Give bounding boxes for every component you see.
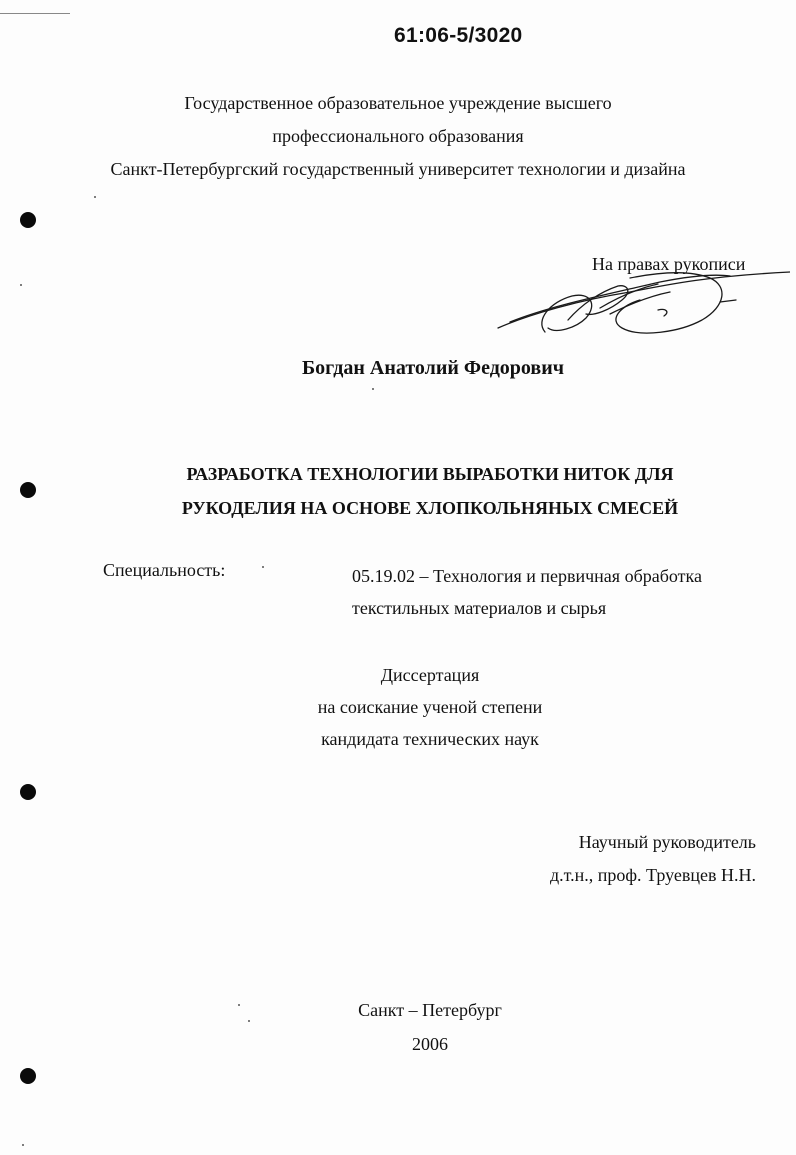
specialty-line-1: 05.19.02 – Технология и первичная обработка — [352, 566, 702, 586]
degree-line-3: кандидата технических наук — [321, 729, 539, 749]
degree-line-2: на соискание ученой степени — [317, 697, 543, 717]
institution-block — [0, 87, 796, 186]
scan-speck — [262, 566, 264, 568]
specialty-label: Специальность: — [103, 560, 226, 580]
binding-hole-1 — [20, 212, 36, 228]
institution-line-2: профессионального образования — [272, 126, 524, 146]
top-edge-rule — [0, 13, 70, 14]
binding-hole-3 — [20, 784, 36, 800]
city-year-block — [0, 993, 796, 1061]
catalog-number: 61:06-5/3020 — [394, 24, 523, 47]
scan-speck — [372, 388, 374, 390]
manuscript-rights-note: На правах рукописи — [592, 254, 746, 274]
author-name: Богдан Анатолий Федорович — [301, 357, 565, 379]
thesis-title-line-2: РУКОДЕЛИЯ НА ОСНОВЕ ХЛОПКОЛЬНЯНЫХ СМЕСЕЙ — [181, 498, 679, 518]
thesis-title-line-1: РАЗРАБОТКА ТЕХНОЛОГИИ ВЫРАБОТКИ НИТОК ДЛЯ — [186, 464, 674, 484]
handwritten-signature — [490, 262, 790, 348]
year: 2006 — [412, 1034, 448, 1054]
binding-hole-2 — [20, 482, 36, 498]
supervisor-name: д.т.н., проф. Труевцев Н.Н. — [549, 865, 756, 885]
degree-line-1: Диссертация — [380, 665, 480, 685]
scan-speck — [248, 1020, 250, 1022]
degree-block — [0, 659, 796, 755]
specialty-line-2: текстильных материалов и сырья — [352, 598, 607, 618]
supervisor-title: Научный руководитель — [578, 832, 756, 852]
scan-speck — [22, 1144, 24, 1146]
specialty-value — [352, 560, 702, 624]
scan-speck — [94, 196, 96, 198]
institution-line-1: Государственное образовательное учреждение высшего — [184, 93, 612, 113]
scan-speck — [20, 284, 22, 286]
binding-hole-4 — [20, 1068, 36, 1084]
supervisor-block — [550, 826, 756, 892]
thesis-title — [0, 457, 796, 525]
city: Санкт – Петербург — [358, 1000, 502, 1020]
institution-line-3: Санкт-Петербургский государственный университет технологии и дизайна — [110, 159, 686, 179]
scan-speck — [238, 1004, 240, 1006]
